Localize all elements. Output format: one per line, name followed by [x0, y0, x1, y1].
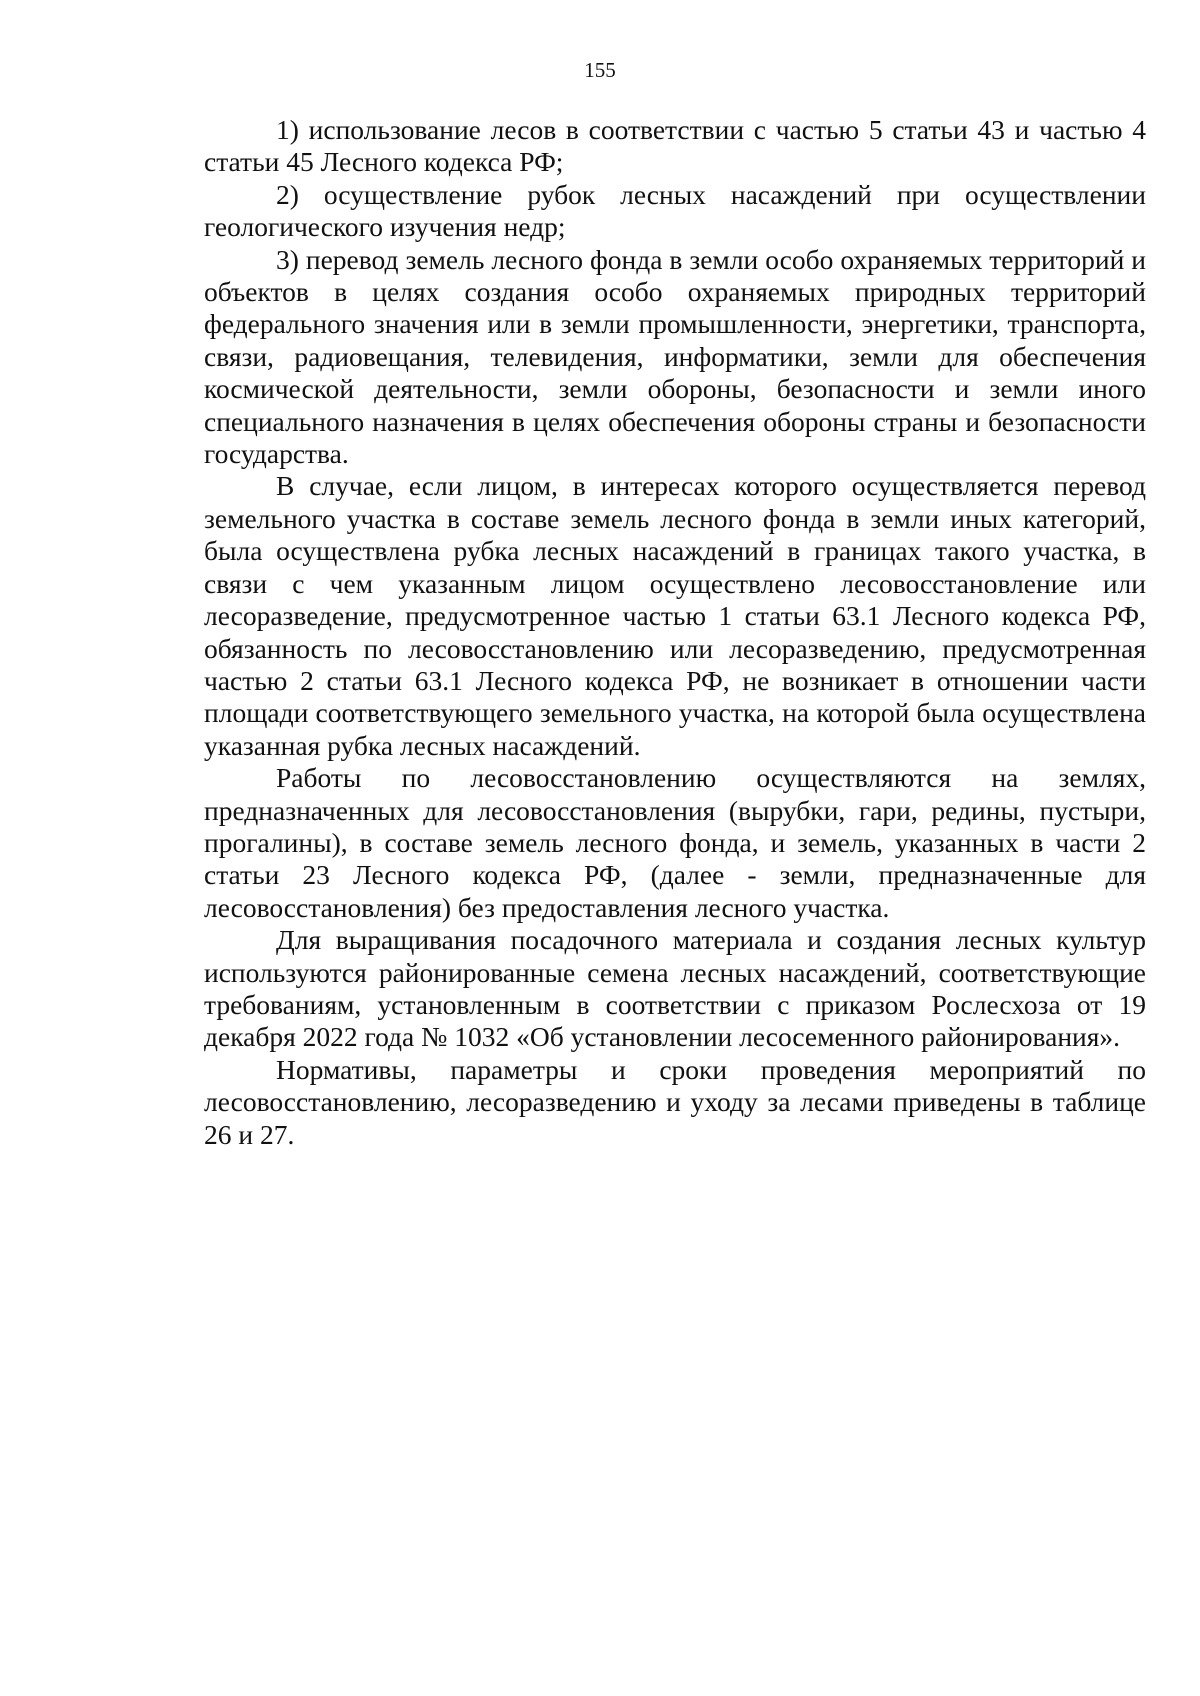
document-body — [204, 114, 1146, 1151]
paragraph-item-2: 2) осуществление рубок лесных насаждений при осуществлении геологического изучения недр; — [204, 178, 1146, 243]
paragraph-reforestation-works: Работы по лесовосстановлению осуществляются на землях, предназначенных для лесовосстановления (вырубки, гари, редины, пустыри, прогалины), в составе земель лесного фонда, и земель, указанных в части 2 статьи 23 Лесного кодекса РФ, (далее - земли, предназначенные для лесовосстановления) без предоставления лесного участка. — [204, 762, 1146, 923]
page-number: 155 — [584, 58, 616, 82]
paragraph-item-1: 1) использование лесов в соответствии с частью 5 статьи 43 и частью 4 статьи 45 Лесного кодекса РФ; — [204, 114, 1146, 178]
paragraph-seed-material: Для выращивания посадочного материала и создания лесных культур используются районированные семена лесных насаждений, соответствующие требованиям, установленным в соответствии с приказом Рослесхоза от 19 декабря 2022 года № 1032 «Об установлении лесосеменного районирования». — [204, 924, 1146, 1053]
paragraph-item-3: 3) перевод земель лесного фонда в земли особо охраняемых территорий и объектов в целях создания особо охраняемых природных территорий федерального значения или в земли промышленности, энергетики, транспорта, связи, радиовещания, телевидения, информатики, земли для обеспечения космической деятельности, земли обороны, безопасности и земли иного специального назначения в целях обеспечения обороны страны и безопасности государства. — [204, 243, 1146, 470]
paragraph-land-transfer: В случае, если лицом, в интересах которого осуществляется перевод земельного участка в составе земель лесного фонда в земли иных категорий, была осуществлена рубка лесных насаждений в границах такого участка, в связи с чем указанным лицом осуществлено лесовосстановление или лесоразведение, предусмотренное частью 1 статьи 63.1 Лесного кодекса РФ, обязанность по лесовосстановлению или лесоразведению, предусмотренная частью 2 статьи 63.1 Лесного кодекса РФ, не возникает в отношении части площади соответствующего земельного участка, на которой была осуществлена указанная рубка лесных насаждений. — [204, 470, 1146, 761]
paragraph-norms: Нормативы, параметры и сроки проведения мероприятий по лесовосстановлению, лесоразведению и уходу за лесами приведены в таблице 26 и 27. — [204, 1053, 1146, 1150]
